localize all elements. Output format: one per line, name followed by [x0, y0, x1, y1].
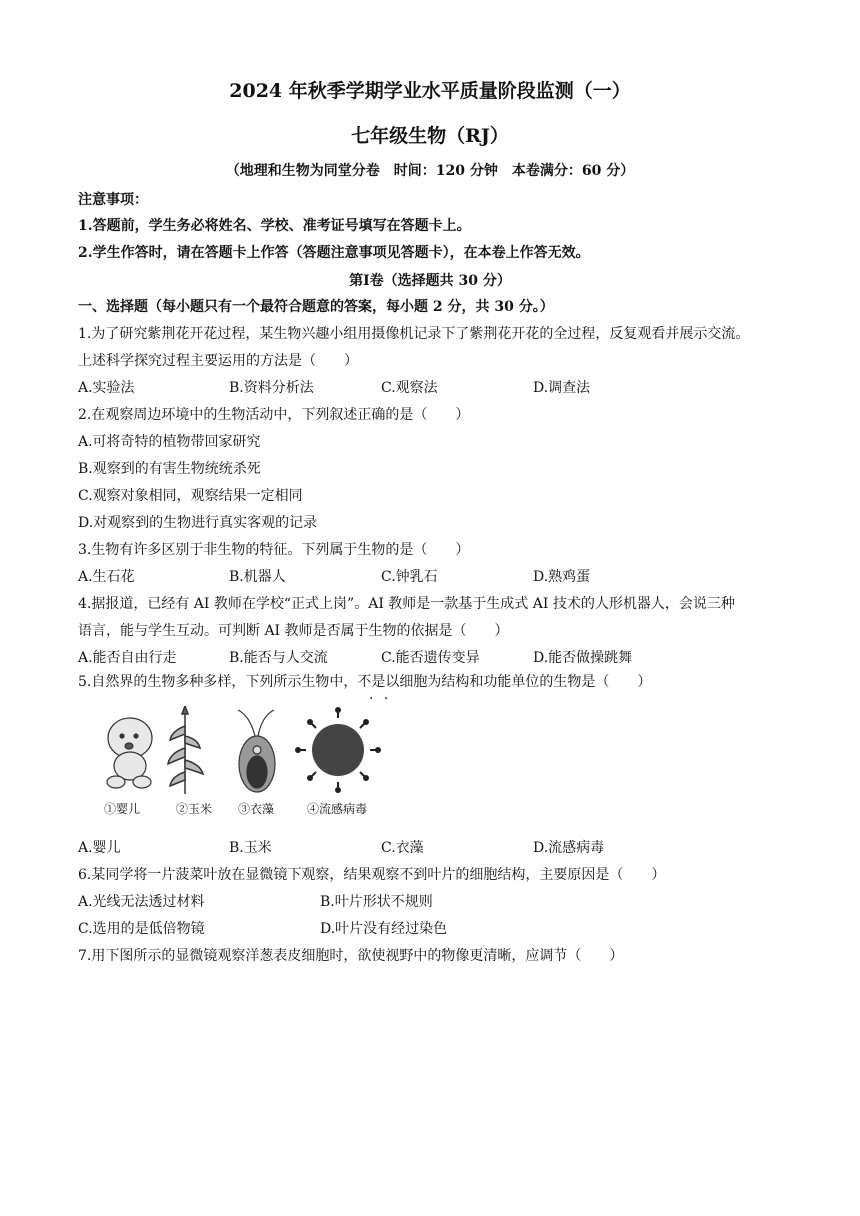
- question-4-option: A.能否自由行走: [78, 650, 177, 666]
- question-4-option: B.能否与人交流: [229, 650, 328, 666]
- question-3-option: C.钟乳石: [381, 569, 438, 585]
- figure-caption: ④流感病毒: [307, 802, 368, 816]
- question-5-option: A.婴儿: [78, 840, 121, 856]
- question-1-option: A.实验法: [78, 380, 135, 396]
- corn-illustration: [168, 706, 203, 794]
- question-3-option: B.机器人: [229, 569, 286, 585]
- question-2-option: C.观察对象相同，观察结果一定相同: [78, 488, 303, 504]
- question-2-option: A.可将奇特的植物带回家研究: [78, 434, 261, 450]
- question-1-line: 上述科学探究过程主要运用的方法是（ ）: [78, 353, 358, 369]
- question-1-line: 1.为了研究紫荆花开花过程，某生物兴趣小组用摄像机记录下了紫荆花开花的全过程，反复观看并展示交流。: [78, 326, 750, 342]
- question-2-option: B.观察到的有害生物统统杀死: [78, 461, 261, 477]
- question-5-line: 5.自然界的生物多种多样，下列所示生物中，不是以细胞为结构和功能单位的生物是（ ）: [78, 674, 652, 690]
- baby-illustration: [107, 718, 152, 788]
- question-5-option: C.衣藻: [381, 840, 424, 856]
- question-3-option: A.生石花: [78, 569, 135, 585]
- exam-info: （地理和生物为同堂分卷 时间：120 分钟 本卷满分：60 分）: [225, 163, 635, 179]
- question-6-option: B.叶片形状不规则: [320, 894, 433, 910]
- question-2-line: 2.在观察周边环境中的生物活动中，下列叙述正确的是（ ）: [78, 407, 470, 423]
- virus-illustration: [295, 707, 381, 793]
- question-6-option: D.叶片没有经过染色: [320, 921, 448, 937]
- question-4-option: C.能否遗传变异: [381, 650, 480, 666]
- question-6-option: C.选用的是低倍物镜: [78, 921, 205, 937]
- figure-caption: ②玉米: [176, 802, 213, 816]
- question-2-option: D.对观察到的生物进行真实客观的记录: [78, 515, 318, 531]
- question-1-option: D.调查法: [533, 380, 591, 396]
- volume-heading: 第Ⅰ卷（选择题共 30 分）: [349, 273, 511, 289]
- question-4-line: 4.据报道，已经有 AI 教师在学校“正式上岗”。AI 教师是一款基于生成式 AI 技术的人形机器人，会说三种: [78, 596, 735, 612]
- question-5-option: B.玉米: [229, 840, 272, 856]
- part-title: 一、选择题（每小题只有一个最符合题意的答案，每小题 2 分，共 30 分。）: [78, 299, 554, 315]
- figure-caption: ①婴儿: [104, 802, 141, 816]
- question-7-line: 7.用下图所示的显微镜观察洋葱表皮细胞时，欲使视野中的物像更清晰，应调节（ ）: [78, 948, 624, 964]
- question-6-option: A.光线无法透过材料: [78, 894, 205, 910]
- question-3-option: D.熟鸡蛋: [533, 569, 591, 585]
- question-1-option: B.资料分析法: [229, 380, 314, 396]
- notice-item: 2.学生作答时，请在答题卡上作答（答题注意事项见答题卡），在本卷上作答无效。: [78, 245, 590, 261]
- question-4-line: 语言，能与学生互动。可判断 AI 教师是否属于生物的依据是（ ）: [78, 623, 509, 639]
- question-6-line: 6.某同学将一片菠菜叶放在显微镜下观察，结果观察不到叶片的细胞结构，主要原因是（ ）: [78, 867, 666, 883]
- emphasis-dots: · ·: [369, 691, 392, 707]
- exam-subtitle: 七年级生物（RJ）: [351, 125, 509, 147]
- question-1-option: C.观察法: [381, 380, 438, 396]
- question-3-line: 3.生物有许多区别于非生物的特征。下列属于生物的是（ ）: [78, 542, 470, 558]
- exam-title: 2024 年秋季学期学业水平质量阶段监测（一）: [229, 80, 631, 102]
- figure-caption: ③衣藻: [238, 802, 275, 816]
- notice-heading: 注意事项：: [78, 192, 148, 208]
- question-4-option: D.能否做操跳舞: [533, 650, 633, 666]
- question-5-option: D.流感病毒: [533, 840, 605, 856]
- notice-item: 1.答题前，学生务必将姓名、学校、准考证号填写在答题卡上。: [78, 218, 471, 234]
- chlamydomonas-illustration: [238, 710, 275, 792]
